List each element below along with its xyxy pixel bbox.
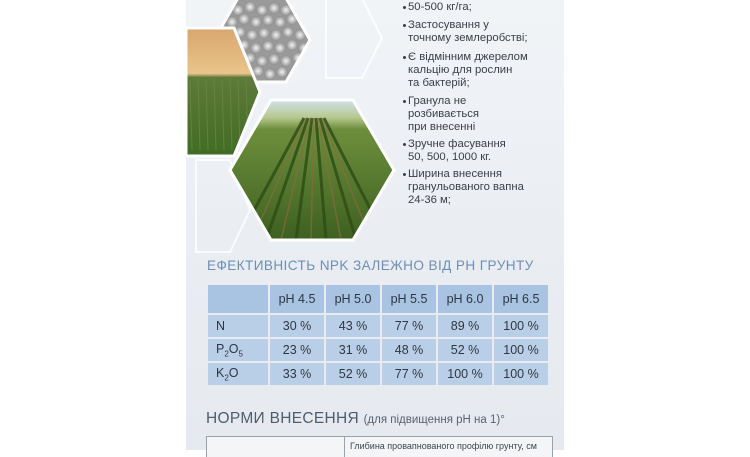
table-cell: 89 % [438,315,492,337]
npk-efficiency-title: ЕФЕКТИВНІСТЬ NPK ЗАЛЕЖНО ВІД PH ГРУНТУ [207,258,534,273]
table-header-row [208,285,548,313]
bullet-spread-width: Ширина внесення гранульованого вапна 24-36 м; [408,168,524,206]
table-cell: 30 % [270,315,324,337]
table-cell: 23 % [270,339,324,361]
bullet-packaging: Зручне фасування 50, 500, 1000 кг. [408,138,506,163]
table-cell: 100 % [494,363,548,385]
corner-cell [208,285,268,313]
application-norms-subtitle: (для підвищення pH на 1)° [363,414,505,426]
application-norms-title: НОРМИ ВНЕСЕННЯ (для підвищення pH на 1)° [206,410,505,427]
table-cell: 77 % [382,315,436,337]
npk-table [206,283,550,387]
column-header: pH 4.5 [270,285,324,313]
column-header: pH 6.5 [494,285,548,313]
bullet-precision-farming: Застосування у точному землеробстві; [408,19,528,44]
column-divider [344,437,345,457]
bullet-application-rate: 50-500 кг/га; [408,1,472,13]
column-header: pH 5.5 [382,285,436,313]
table-row [208,339,548,361]
table-cell: 100 % [494,315,548,337]
bullet-calcium-source: Є відмінним джерелом кальцію для рослин та бактерій; [408,51,528,89]
table-cell: 33 % [270,363,324,385]
table-row [208,315,548,337]
table-cell: 77 % [382,363,436,385]
table-cell: 43 % [326,315,380,337]
table-cell: 52 % [326,363,380,385]
column-header-depth: Глибина провапнованого профілю грунту, см [350,441,537,451]
norms-table [206,436,553,457]
row-label-k2o: $K_2O$ [208,363,268,385]
table-cell: 31 % [326,339,380,361]
table-cell: 52 % [438,339,492,361]
table-cell: 100 % [438,363,492,385]
table-row [208,363,548,385]
crop-rows-photo [226,100,396,245]
bullet-granule-durable: Гранула не розбивається при внесенні [408,95,480,133]
column-header: pH 6.0 [438,285,492,313]
table-cell: 100 % [494,339,548,361]
row-label-p2o5: $P_2O_5$ [208,339,268,361]
hexagon-photos [186,0,416,260]
hex-outline [326,0,382,78]
table-cell: 48 % [382,339,436,361]
row-label-n: N [208,315,268,337]
column-header: pH 5.0 [326,285,380,313]
